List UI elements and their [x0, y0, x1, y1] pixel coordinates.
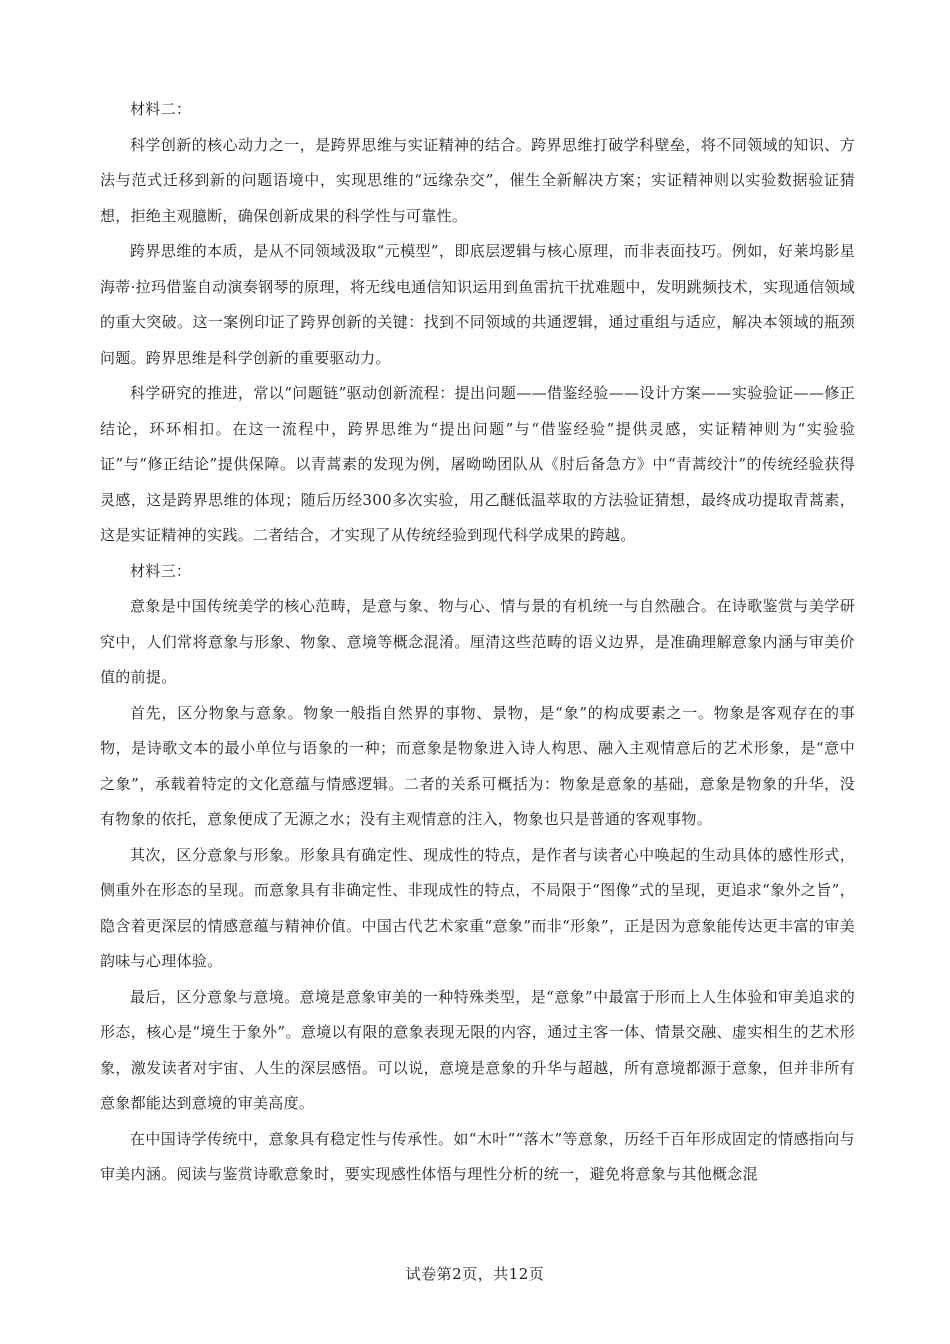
material-three-paragraph-5: 在中国诗学传统中，意象具有稳定性与传承性。如“木叶”“落木”等意象，历经千百年形成固定的情感指向与审美内涵。阅读与鉴赏诗歌意象时，要实现感性体悟与理性分析的统一，避免将意象与其他概念混 — [100, 1129, 855, 1183]
material-two-paragraph-1: 科学创新的核心动力之一，是跨界思维与实证精神的结合。跨界思维打破学科壁垒，将不同领域的知识、方法与范式迁移到新的问题语境中，实现思维的“远缘杂交”，催生全新解决方案；实证精神则以实验数据验证猜想，拒绝主观臆断，确保创新成果的科学性与可靠性。 — [100, 135, 855, 225]
page-footer: 试卷第2页，共12页 — [405, 1265, 545, 1283]
material-two-paragraph-2: 跨界思维的本质，是从不同领域汲取“元模型”，即底层逻辑与核心原理，而非表面技巧。例如，好莱坞影星海蒂·拉玛借鉴自动演奏钢琴的原理，将无线电通信知识运用到鱼雷抗干扰难题中，发明跳频技术，实现通信领域的重大突破。这一案例印证了跨界创新的关键：找到不同领域的共通逻辑，通过重组与适应，解决本领域的瓶颈问题。跨界思维是科学创新的重要驱动力。 — [100, 242, 855, 367]
material-two-paragraph-3: 科学研究的推进，常以“问题链”驱动创新流程：提出问题——借鉴经验——设计方案——实验验证——修正结论，环环相扣。在这一流程中，跨界思维为“提出问题”与“借鉴经验”提供灵感，实证精神则为“实验验证”与“修正结论”提供保障。以青蒿素的发现为例，屠呦呦团队从《肘后备急方》中“青蒿绞汁”的传统经验获得灵感，这是跨界思维的体现；随后历经300多次实验，用乙醚低温萃取的方法验证猜想，最终成功提取青蒿素，这是实证精神的实践。二者结合，才实现了从传统经验到现代科学成果的跨越。 — [100, 384, 855, 544]
material-three-paragraph-1: 意象是中国传统美学的核心范畴，是意与象、物与心、情与景的有机统一与自然融合。在诗歌鉴赏与美学研究中，人们常将意象与形象、物象、意境等概念混淆。厘清这些范畴的语义边界，是准确理解意象内涵与审美价值的前提。 — [100, 597, 855, 686]
material-two-label: 材料二： — [130, 100, 192, 118]
material-three-paragraph-2: 首先，区分物象与意象。物象一般指自然界的事物、景物，是“象”的构成要素之一。物象是客观存在的事物，是诗歌文本的最小单位与语象的一种；而意象是物象进入诗人构思、融入主观情意后的艺术形象，是“意中之象”，承载着特定的文化意蕴与情感逻辑。二者的关系可概括为：物象是意象的基础，意象是物象的升华，没有物象的依托，意象便成了无源之水；没有主观情意的注入，物象也只是普通的客观事物。 — [100, 703, 855, 828]
material-three-paragraph-3: 其次，区分意象与形象。形象具有确定性、现成性的特点，是作者与读者心中唤起的生动具体的感性形式，侧重外在形态的呈现。而意象具有非确定性、非现成性的特点，不局限于“图像”式的呈现，更追求“象外之旨”，隐含着更深层的情感意蕴与精神价值。中国古代艺术家重“意象”而非“形象”，正是因为意象能传达更丰富的审美韵味与心理体验。 — [100, 845, 855, 970]
page-content — [100, 92, 855, 1193]
material-three-paragraph-4: 最后，区分意象与意境。意境是意象审美的一种特殊类型，是“意象”中最富于形而上人生体验和审美追求的形态，核心是“境生于象外”。意境以有限的意象表现无限的内容，通过主客一体、情景交融、虚实相生的艺术形象，激发读者对宇宙、人生的深层感悟。可以说，意境是意象的升华与超越，所有意境都源于意象，但并非所有意象都能达到意境的审美高度。 — [100, 987, 855, 1112]
material-three-label: 材料三： — [130, 561, 192, 580]
